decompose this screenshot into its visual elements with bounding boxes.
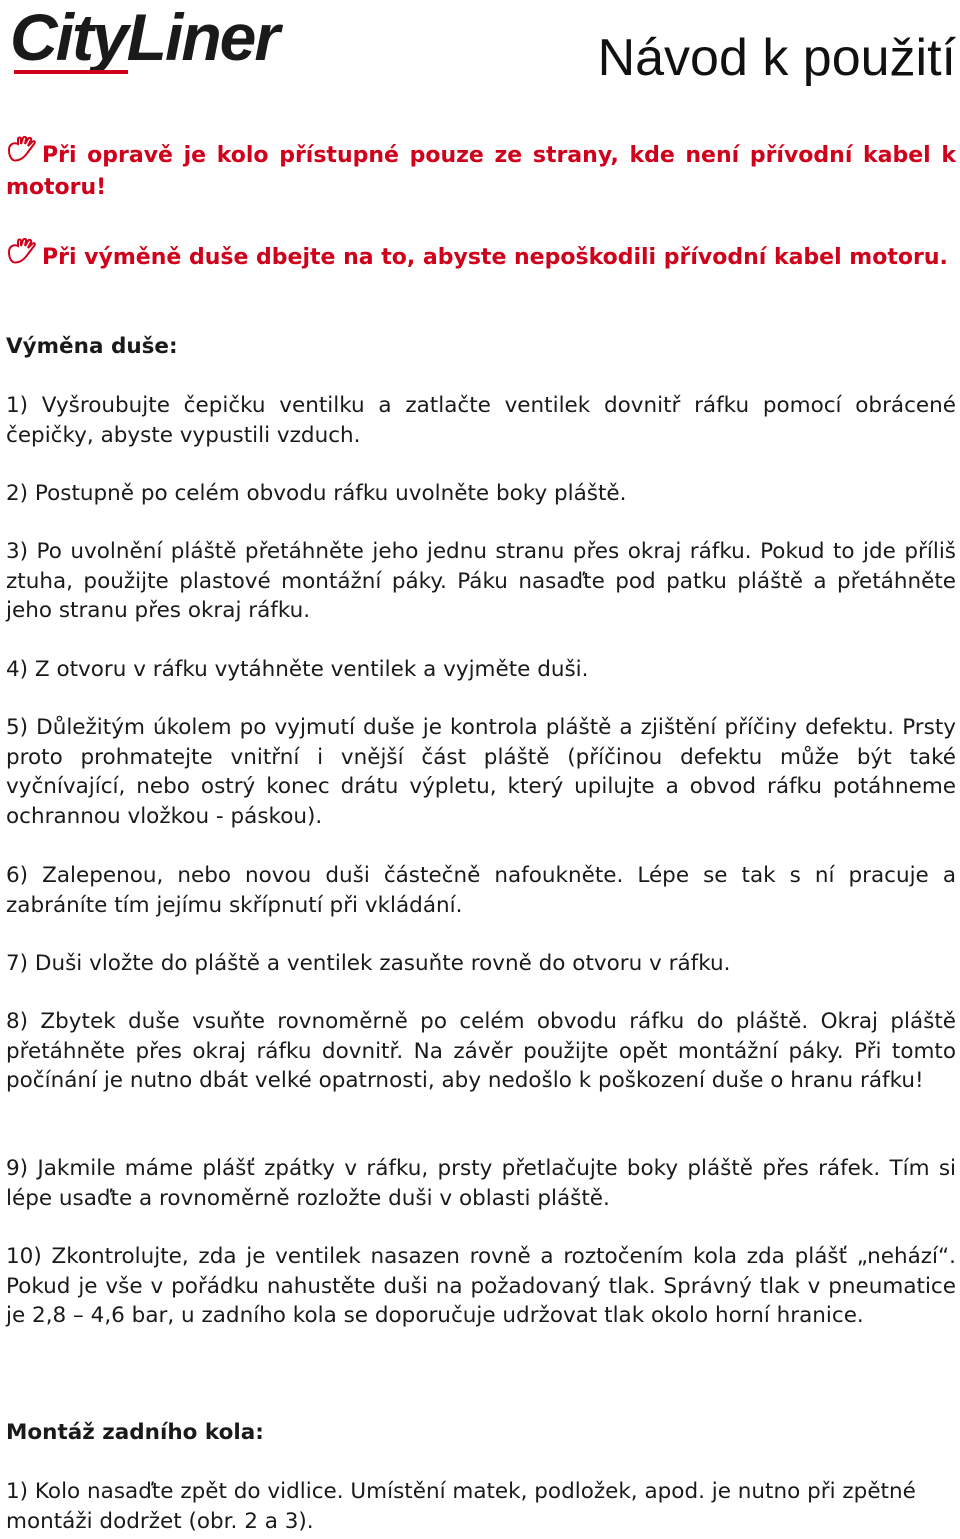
step-8: 8) Zbytek duše vsuňte rovnoměrně po celém obvodu ráfku do pláště. Okraj pláště přetáhněte přes okraj ráfku dovnitř. Na závěr použijte opět montážní páky. Při tomto počínání je nutno dbát velké opatrnosti, aby nedošlo k poškození duše o hranu ráfku! <box>6 1009 956 1093</box>
warning-kabel-strana <box>6 136 956 204</box>
warning-kabel-motoru <box>6 238 956 274</box>
logo-text: CityLiner <box>10 2 279 74</box>
step-3: 3) Po uvolnění pláště přetáhněte jeho jednu stranu přes okraj ráfku. Pokud to jde příliš ztuha, použijte plastové montážní páky. Páku nasaďte pod patku pláště a přetáhněte jeho stranu přes okraj ráfku. <box>6 539 956 623</box>
step-9: 9) Jakmile máme plášť zpátky v ráfku, prsty přetlačujte boky pláště přes ráfek. Tím si lépe usaďte a rovnoměrně rozložte duši v oblasti pláště. <box>6 1156 956 1211</box>
cityliner-logo <box>8 2 348 82</box>
step-4: 4) Z otvoru v ráfku vytáhněte ventilek a vyjměte duši. <box>6 657 589 682</box>
step-1: 1) Vyšroubujte čepičku ventilku a zatlačte ventilek dovnitř ráfku pomocí obrácené čepičky, abyste vypustili vzduch. <box>6 393 956 448</box>
rear-step-1: 1) Kolo nasaďte zpět do vidlice. Umístění matek, podložek, apod. je nutno při zpětné montáži dodržet (obr. 2 a 3). <box>6 1479 916 1534</box>
hand-pointing-icon <box>6 238 40 268</box>
step-5: 5) Důležitým úkolem po vyjmutí duše je kontrola pláště a zjištění příčiny defektu. Prsty proto prohmatejte vnitřní i vnější část pláště (příčinou defektu může být také vyčnívající, nebo ostrý konec drátu výpletu, který upilujte a obvod ráfku potáhneme ochrannou vložkou - páskou). <box>6 715 956 829</box>
step-10: 10) Zkontrolujte, zda je ventilek nasazen rovně a roztočením kola zda plášť „nehází“. Pokud je vše v pořádku nahustěte duši na požadovaný tlak. Správný tlak v pneumatice je 2,8 – 4,6 bar, u zadního kola se doporučuje udržovat tlak okolo horní hranice. <box>6 1244 956 1328</box>
step-2: 2) Postupně po celém obvodu ráfku uvolněte boky pláště. <box>6 481 627 506</box>
warning-text: Při výměně duše dbejte na to, abyste nepoškodili přívodní kabel motoru. <box>42 245 948 270</box>
step-6: 6) Zalepenou, nebo novou duši částečně nafoukněte. Lépe se tak s ní pracuje a zabráníte tím jejímu skřípnutí při vkládání. <box>6 863 956 918</box>
hand-pointing-icon <box>6 136 40 166</box>
page-title: Návod k použití <box>597 29 956 87</box>
section-heading-vymena-duse: Výměna duše: <box>6 334 178 359</box>
step-7: 7) Duši vložte do pláště a ventilek zasuňte rovně do otvoru v ráfku. <box>6 951 731 976</box>
section-heading-montaz-zadniho-kola: Montáž zadního kola: <box>6 1420 264 1445</box>
warning-text: Při opravě je kolo přístupné pouze ze strany, kde není přívodní kabel k motoru! <box>6 143 956 200</box>
